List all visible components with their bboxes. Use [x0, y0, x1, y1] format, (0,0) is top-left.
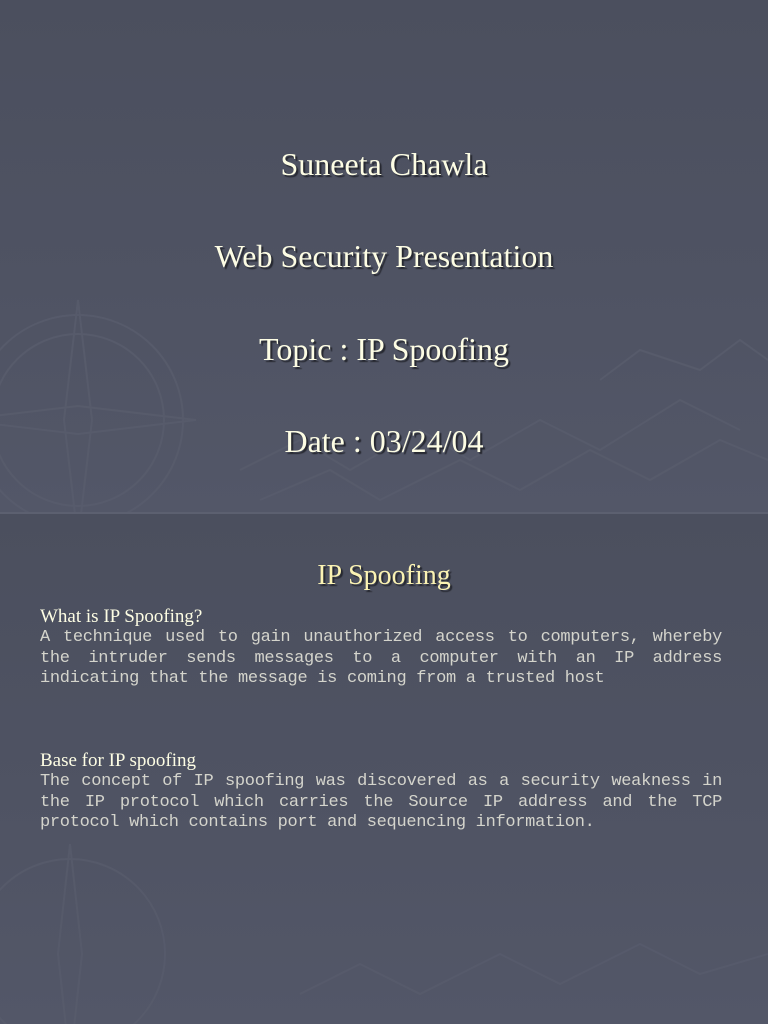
section-heading: What is IP Spoofing?	[40, 606, 203, 627]
slide-ip-spoofing	[0, 512, 768, 1024]
section-body: A technique used to gain unauthorized access to computers, whereby the intruder sends messages to a computer with an IP address indicating that the message is coming from a trusted host	[40, 628, 722, 688]
date-line: Date : 03/24/04	[284, 423, 484, 459]
section-heading: Base for IP spoofing	[40, 750, 197, 771]
section-base	[40, 750, 722, 834]
section-body: The concept of IP spoofing was discovered as a security weakness in the IP protocol which carries the Source IP address and the TCP protocol which contains port and sequencing information.	[40, 772, 722, 832]
author-name: Suneeta Chawla	[280, 146, 488, 182]
topic-line: Topic : IP Spoofing	[259, 331, 509, 367]
section-what-is	[40, 606, 722, 690]
slide-heading: IP Spoofing	[317, 560, 451, 591]
presentation-title: Web Security Presentation	[214, 238, 554, 274]
